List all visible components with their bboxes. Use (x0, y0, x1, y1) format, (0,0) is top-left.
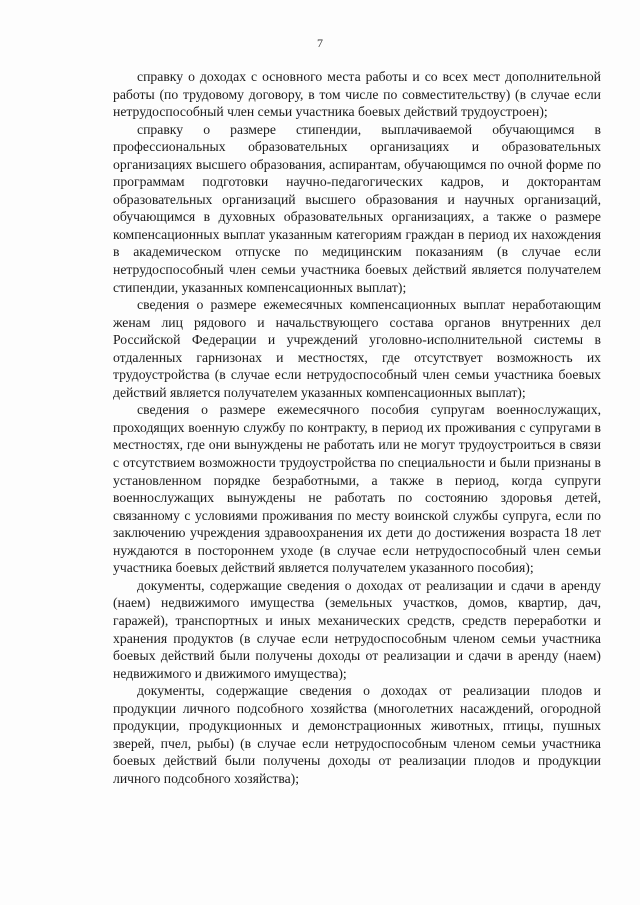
page-number: 7 (317, 36, 323, 50)
paragraph-income-certificate: справку о доходах с основного места работы и со всех мест дополнительной работы (по трудовому договору, в том числе по совместительству) (в случае если нетрудоспособный член семьи участника боевых действий трудоустроен); (113, 69, 601, 120)
paragraph-stipend-certificate: справку о размере стипендии, выплачиваемой обучающимся в профессиональных образовательных организациях и образовательных организациях высшего образования, аспирантам, обучающимся по очной форме по программам подготовки научно-педагогических кадров, и докторантам образовательных организаций высшего образования и научных организаций, обучающимся в духовных образовательных организациях, а также о размере компенсационных выплат указанным категориям граждан в период их нахождения в академическом отпуске по медицинским показаниям (в случае если нетрудоспособный член семьи участника боевых действий является получателем стипендии, указанных компенсационных выплат); (113, 121, 601, 295)
paragraph-spouse-allowance: сведения о размере ежемесячного пособия супругам военнослужащих, проходящих военную службу по контракту, в период их проживания с супругами в местностях, где они вынуждены не работать или не могут трудоустроиться в связи с отсутствием возможности трудоустройства по специальности и были признаны в установленном порядке безработными, а также в период, когда супруги военнослужащих вынуждены не работать по состоянию здоровья детей, связанному с условиями проживания по месту воинской службы супруга, если по заключению учреждения здравоохранения их дети до достижения возраста 18 лет нуждаются в постороннем уходе (в случае если нетрудоспособный член семьи участника боевых действий является получателем указанного пособия); (113, 402, 601, 576)
document-body (113, 68, 601, 787)
paragraph-household-income: документы, содержащие сведения о доходах от реализации плодов и продукции личного подсобного хозяйства (многолетних насаждений, огородной продукции, продукционных и демонстрационных животных, птицы, пушных зверей, пчел, рыбы) (в случае если нетрудоспособным членом семьи участника боевых действий были получены доходы от реализации плодов и продукции личного подсобного хозяйства); (113, 683, 601, 786)
paragraph-compensation-payments: сведения о размере ежемесячных компенсационных выплат неработающим женам лиц рядового и начальствующего состава органов внутренних дел Российской Федерации и учреждений уголовно-исполнительной системы в отдаленных гарнизонах и местностях, где отсутствует возможность их трудоустройства (в случае если нетрудоспособный член семьи участника боевых действий является получателем указанных компенсационных выплат); (113, 297, 601, 400)
paragraph-property-income: документы, содержащие сведения о доходах от реализации и сдачи в аренду (наем) недвижимого имущества (земельных участков, домов, квартир, дач, гаражей), транспортных и иных механических средств, средств переработки и хранения продуктов (в случае если нетрудоспособным членом семьи участника боевых действий были получены доходы от реализации и сдачи в аренду (наем) недвижимого и движимого имущества); (113, 577, 601, 681)
